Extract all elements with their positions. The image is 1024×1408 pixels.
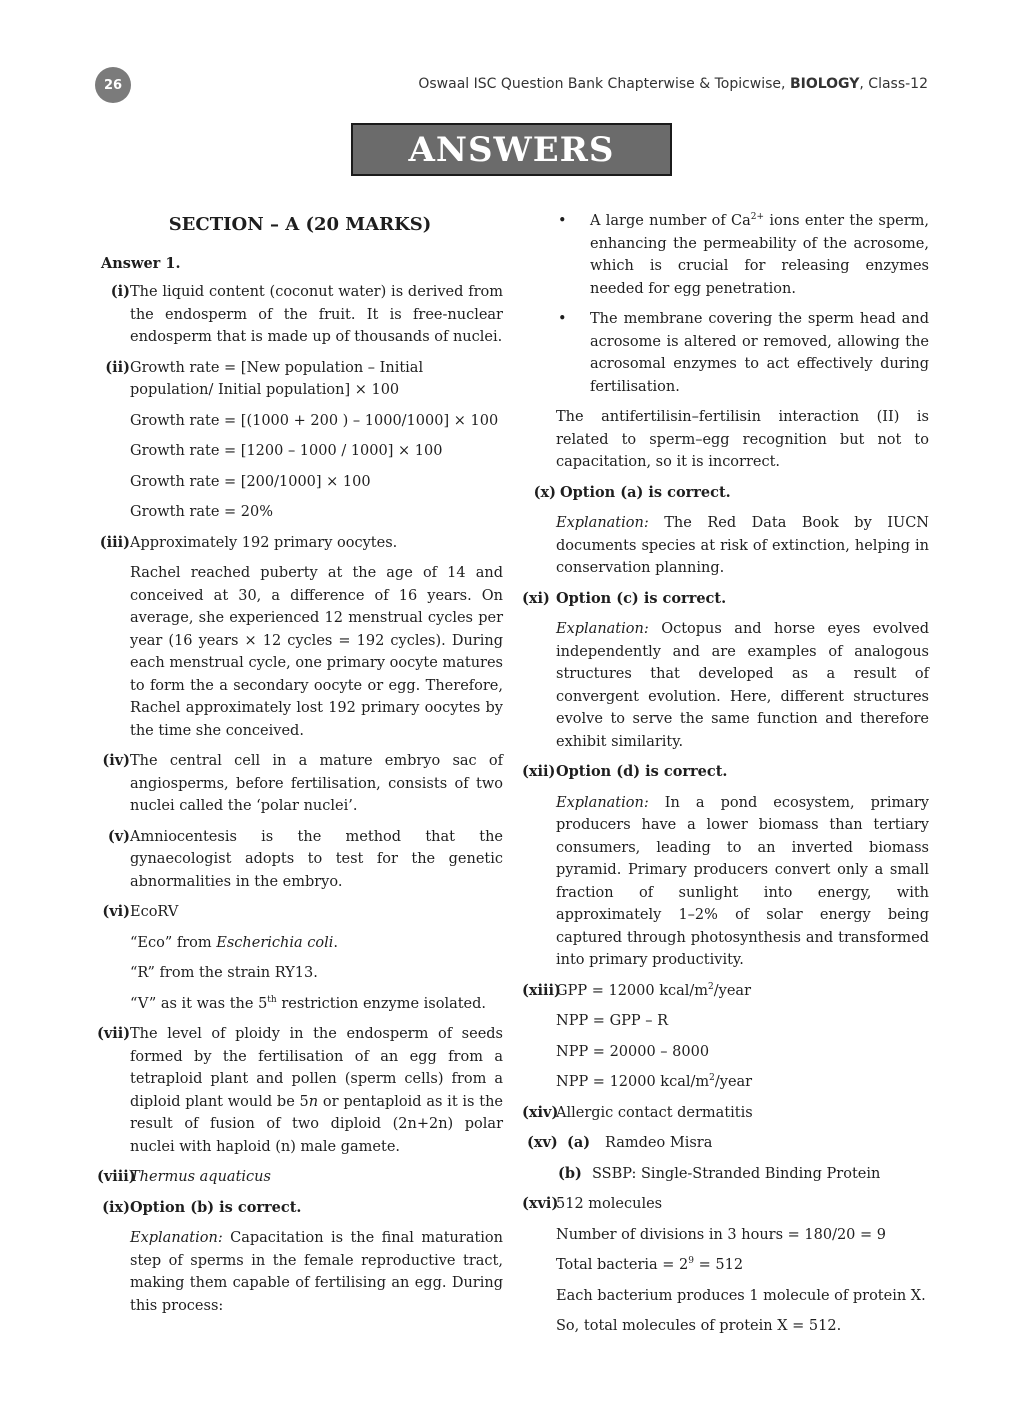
- item-number: (iii): [99, 533, 130, 551]
- answer-viii: [97, 1166, 503, 1189]
- answer-i: [97, 281, 503, 349]
- page-number-badge: 26: [95, 67, 131, 103]
- running-head: [418, 76, 928, 92]
- bullet-item: [522, 308, 929, 398]
- answer-xii: [522, 761, 929, 784]
- answer-text: EcoRV: [130, 904, 179, 920]
- section-title: SECTION – A (20 MARKS): [168, 214, 432, 235]
- item-number: (iv): [102, 752, 130, 769]
- item-number: (ii): [105, 358, 130, 376]
- answer-option: Option (a) is correct.: [560, 483, 731, 501]
- v-line: “V” as it was the 5th restriction enzyme isolated.: [130, 994, 487, 1012]
- item-number: (ix): [102, 1198, 130, 1216]
- answer-text: The liquid content (coconut water) is derived from the endosperm of the fruit. It is free-nuclear endosperm that is made up of thousands of nuclei.: [130, 284, 503, 345]
- formula-line: NPP = 20000 – 8000: [556, 1043, 710, 1060]
- sub-answer: SSBP: Single-Stranded Binding Protein: [592, 1165, 881, 1182]
- item-number: (xvi): [522, 1195, 559, 1212]
- answer-text: 512 molecules: [556, 1196, 663, 1212]
- running-head-subject: BIOLOGY: [789, 76, 860, 92]
- answer-xv: [522, 1132, 929, 1155]
- item-number: (x): [533, 483, 556, 501]
- answer-text: Amniocentesis is the method that the gynaecologist adopts to test for the genetic abnormalities in the embryo.: [130, 828, 503, 890]
- answer-text: The level of ploidy in the endosperm of seeds formed by the fertilisation of an egg from a tetraploid plant and pollen (sperm cells) from a diploid plant would be 5n or pentaploid as it is the result of fusion of two diploid (2n+2n) polar nuclei with haploid (n) male gamete.: [130, 1026, 503, 1155]
- bullet-text: A large number of $Ca^{2+}$ ions enter the sperm, enhancing the permeability of the acrosome, which is crucial for releasing enzymes needed for egg penetration.: [590, 212, 930, 297]
- item-number: (xiv): [522, 1103, 559, 1121]
- left-column: [97, 210, 503, 1325]
- answer-option: Option (d) is correct.: [556, 763, 728, 780]
- answer-xiv: [522, 1102, 929, 1125]
- answer-ii: [97, 357, 503, 524]
- item-number: (vii): [97, 1025, 131, 1042]
- calc-line: Number of divisions in 3 hours = 180/20 = 9: [556, 1226, 887, 1243]
- r-line: “R” from the strain RY13.: [130, 965, 318, 981]
- answer-xi: [522, 588, 929, 611]
- formula-line: GPP = 12000 kcal/$m^2$/year: [556, 981, 751, 999]
- calc-line: Total bacteria = $2^9 = 512$: [556, 1256, 744, 1273]
- bullet-item: [522, 210, 929, 300]
- answer-text: The central cell in a mature embryo sac of angiosperms, before fertilisation, consists of two nuclei called the ‘polar nuclei’.: [130, 753, 503, 814]
- bullet-dot-icon: •: [558, 213, 567, 229]
- formula-line: Growth rate = [1200 – 1000 / 1000] × 100: [130, 443, 443, 459]
- sub-label: (b): [558, 1164, 582, 1182]
- answer-xiii: [522, 980, 929, 1003]
- answer-explanation: Explanation: Octopus and horse eyes evolved independently and are examples of analogous structures that developed as a result of convergent evolution. Here, different structures evolve to serve the same function and therefore exhibit similarity.: [556, 621, 929, 750]
- formula-line: Growth rate = [New population – Initial population/ Initial population] × 100: [130, 359, 424, 398]
- answer-x: [522, 482, 929, 505]
- answer-text: Approximately 192 primary oocytes.: [130, 534, 398, 551]
- item-number: (xii): [522, 763, 556, 780]
- answer-explanation: Explanation: Capacitation is the final maturation step of sperms in the female reproductive tract, making them capable of fertilising an egg. During this process:: [130, 1230, 503, 1314]
- item-number: (vi): [102, 903, 130, 920]
- answer-heading: Answer 1.: [101, 254, 181, 272]
- item-number: (xv): [527, 1134, 558, 1151]
- answer-explanation: Explanation: In a pond ecosystem, primary producers have a lower biomass than tertiary consumers, leading to an inverted biomass pyramid. Primary producers convert only a small fraction of sunlight into energy, with approximately 1–2% of solar energy being captured through photosynthesis and transformed into primary productivity.: [556, 794, 929, 968]
- calc-line: Each bacterium produces 1 molecule of protein X.: [556, 1287, 926, 1304]
- answer-vii: [97, 1023, 503, 1158]
- answer-option: Option (b) is correct.: [130, 1198, 302, 1216]
- sub-answer: Ramdeo Misra: [605, 1135, 713, 1151]
- answer-explanation: Explanation: The Red Data Book by IUCN documents species at risk of extinction, helping in conservation planning.: [556, 515, 929, 576]
- formula-line: Growth rate = 20%: [130, 504, 274, 520]
- formula-line: NPP = GPP – R: [556, 1013, 669, 1029]
- item-number: (v): [107, 827, 130, 845]
- answer-v: [97, 826, 503, 894]
- eco-line: “Eco” from Escherichia coli.: [130, 934, 338, 951]
- answer-explanation: The antifertilisin–fertilisin interaction (II) is related to sperm–egg recognition but not to capacitation, so it is incorrect.: [556, 409, 929, 470]
- running-head-prefix: Oswaal ISC Question Bank Chapterwise & Topicwise,: [418, 76, 790, 92]
- answer-iii: [97, 532, 503, 743]
- item-number: (xiii): [522, 981, 561, 999]
- answers-banner: ANSWERS: [351, 123, 672, 176]
- bullet-text: The membrane covering the sperm head and acrosome is altered or removed, allowing the acrosomal enzymes to act effectively during fertilisation.: [590, 311, 929, 395]
- answer-text: Thermus aquaticus: [130, 1169, 271, 1185]
- answer-xvi: [522, 1193, 929, 1216]
- answer-option: Option (c) is correct.: [556, 589, 727, 607]
- right-column: [522, 210, 929, 1346]
- answer-explanation: Rachel reached puberty at the age of 14 and conceived at 30, a difference of 16 years. On average, she experienced 12 menstrual cycles per year (16 years × 12 cycles = 192 cycles). During each menstrual cycle, one primary oocyte matures to form the a secondary oocyte or egg. Therefore, Rachel approximately lost 192 primary oocytes by the time she conceived.: [130, 565, 503, 739]
- answer-iv: [97, 750, 503, 818]
- item-number: (xi): [522, 589, 550, 607]
- item-number: (i): [110, 283, 130, 300]
- running-head-suffix: , Class-12: [859, 76, 928, 92]
- answer-vi: [97, 901, 503, 1015]
- answer-text: Allergic contact dermatitis: [556, 1104, 753, 1121]
- sub-label: (a): [567, 1134, 591, 1151]
- calc-line: So, total molecules of protein X = 512.: [556, 1318, 842, 1334]
- formula-line: Growth rate = [(1000 + 200 ) – 1000/1000] × 100: [130, 412, 499, 429]
- answer-ix: [97, 1197, 503, 1318]
- item-number: (viii): [97, 1168, 136, 1185]
- sub-answer-b: [522, 1163, 929, 1186]
- formula-line: NPP = 12000 kcal/$m^2$/year: [556, 1073, 753, 1090]
- formula-line: Growth rate = [200/1000] × 100: [130, 473, 371, 490]
- bullet-dot-icon: •: [558, 311, 567, 327]
